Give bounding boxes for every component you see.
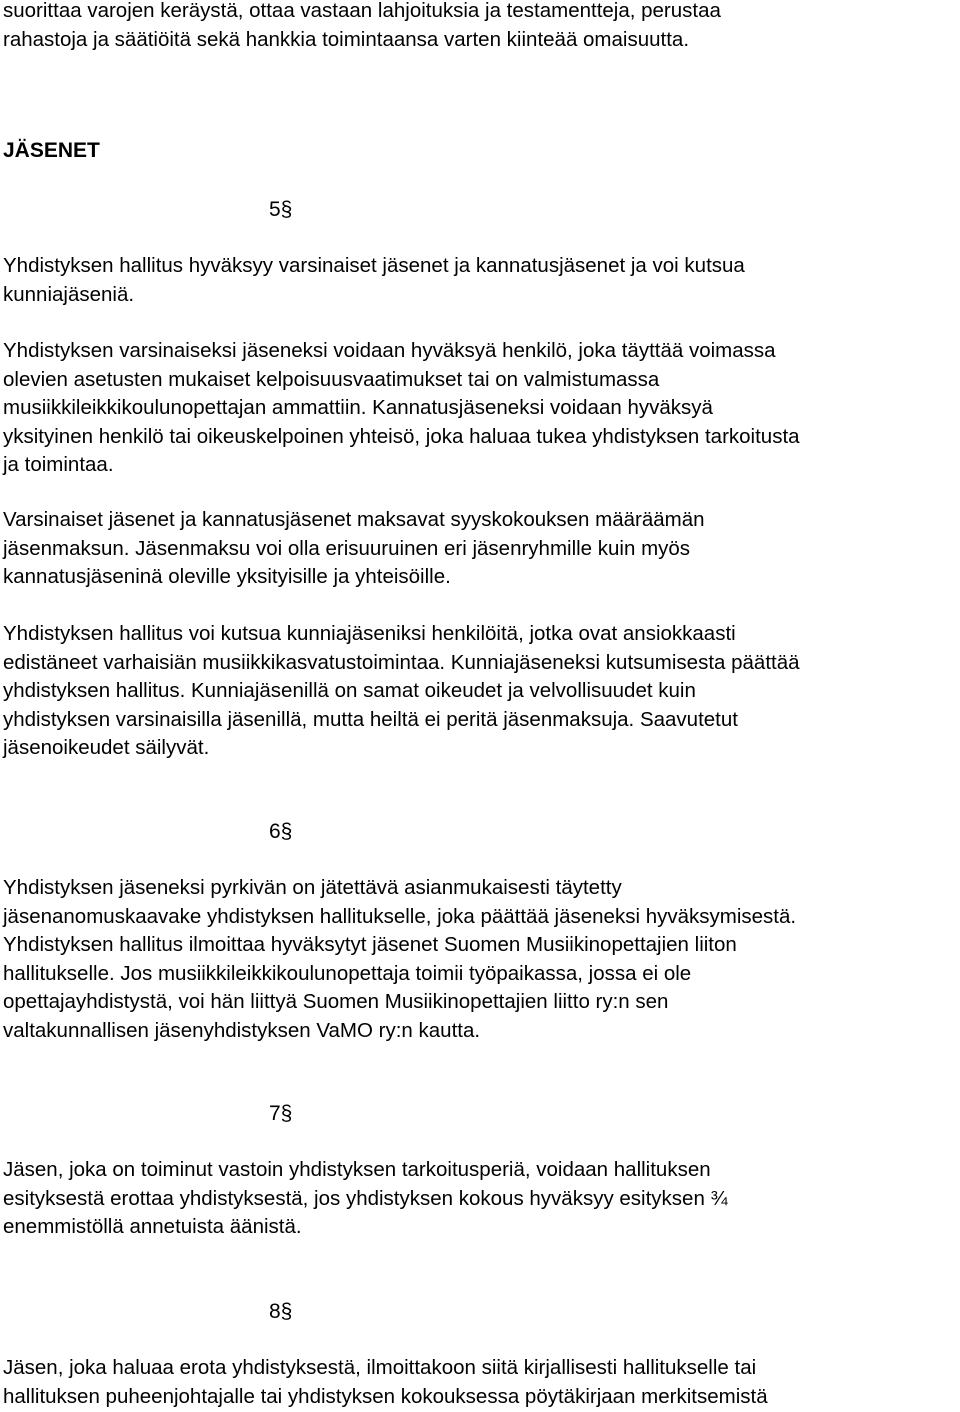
section-number-7: 7§ [269, 1102, 293, 1125]
section-number-6: 6§ [269, 820, 293, 843]
section-number-5: 5§ [269, 198, 293, 221]
paragraph-member-eligibility: Yhdistyksen varsinaiseksi jäseneksi voidaan hyväksyä henkilö, joka täyttää voimassa olevien asetusten mukaiset kelpoisuusvaatimukset tai on valmistumassa musiikkileikkikoulunopettajan ammattiin. Kannatusjäseneksi voidaan hyväksyä yksityinen henkilö tai oikeuskelpoinen yhteisö, joka haluaa tukea yhdistyksen tarkoitusta ja toimintaa. [3, 339, 800, 476]
paragraph-member-approval: Yhdistyksen hallitus hyväksyy varsinaiset jäsenet ja kannatusjäsenet ja voi kutsua kunniajäseniä. [3, 254, 745, 306]
paragraph-member-expulsion: Jäsen, joka on toiminut vastoin yhdistyksen tarkoitusperiä, voidaan hallituksen esityksestä erottaa yhdistyksestä, jos yhdistyksen kokous hyväksyy esityksen ¾ enemmistöllä annetuista äänistä. [3, 1158, 728, 1238]
section-number-8: 8§ [269, 1300, 293, 1323]
paragraph-honorary-members: Yhdistyksen hallitus voi kutsua kunniajäseniksi henkilöitä, jotka ovat ansiokkaasti edistäneet varhaisiän musiikkikasvatustoimintaa. Kunniajäseneksi kutsumisesta päättää yhdistyksen hallitus. Kunniajäsenillä on samat oikeudet ja velvollisuudet kuin yhdistyksen varsinaisilla jäsenillä, mutta heiltä ei peritä jäsenmaksuja. Saavutetut jäsenoikeudet säilyvät. [3, 622, 800, 759]
paragraph-fundraising: suorittaa varojen keräystä, ottaa vastaan lahjoituksia ja testamentteja, perustaa rahastoja ja säätiöitä sekä hankkia toimintaansa varten kiinteää omaisuutta. [3, 0, 721, 51]
paragraph-membership-fee: Varsinaiset jäsenet ja kannatusjäsenet maksavat syyskokouksen määräämän jäsenmaksun. Jäsenmaksu voi olla erisuuruinen eri jäsenryhmille kuin myös kannatusjäseninä oleville yksityisille ja yhteisöille. [3, 508, 705, 588]
paragraph-member-resignation: Jäsen, joka haluaa erota yhdistyksestä, ilmoittakoon siitä kirjallisesti hallitukselle tai hallituksen puheenjohtajalle tai yhdistyksen kokouksessa pöytäkirjaan merkitsemistä [3, 1356, 768, 1408]
section-heading-jasenet: JÄSENET [3, 139, 100, 162]
paragraph-member-application: Yhdistyksen jäseneksi pyrkivän on jätettävä asianmukaisesti täytetty jäsenanomuskaavake yhdistyksen hallitukselle, joka päättää jäseneksi hyväksymisestä. Yhdistyksen hallitus ilmoittaa hyväksytyt jäsenet Suomen Musiikinopettajien liiton hallitukselle. Jos musiikkileikkikoulunopettaja toimii työpaikassa, jossa ei ole opettajayhdistystä, voi hän liittyä Suomen Musiikinopettajien liitto ry:n sen valtakunnallisen jäsenyhdistyksen VaMO ry:n kautta. [3, 876, 797, 1042]
